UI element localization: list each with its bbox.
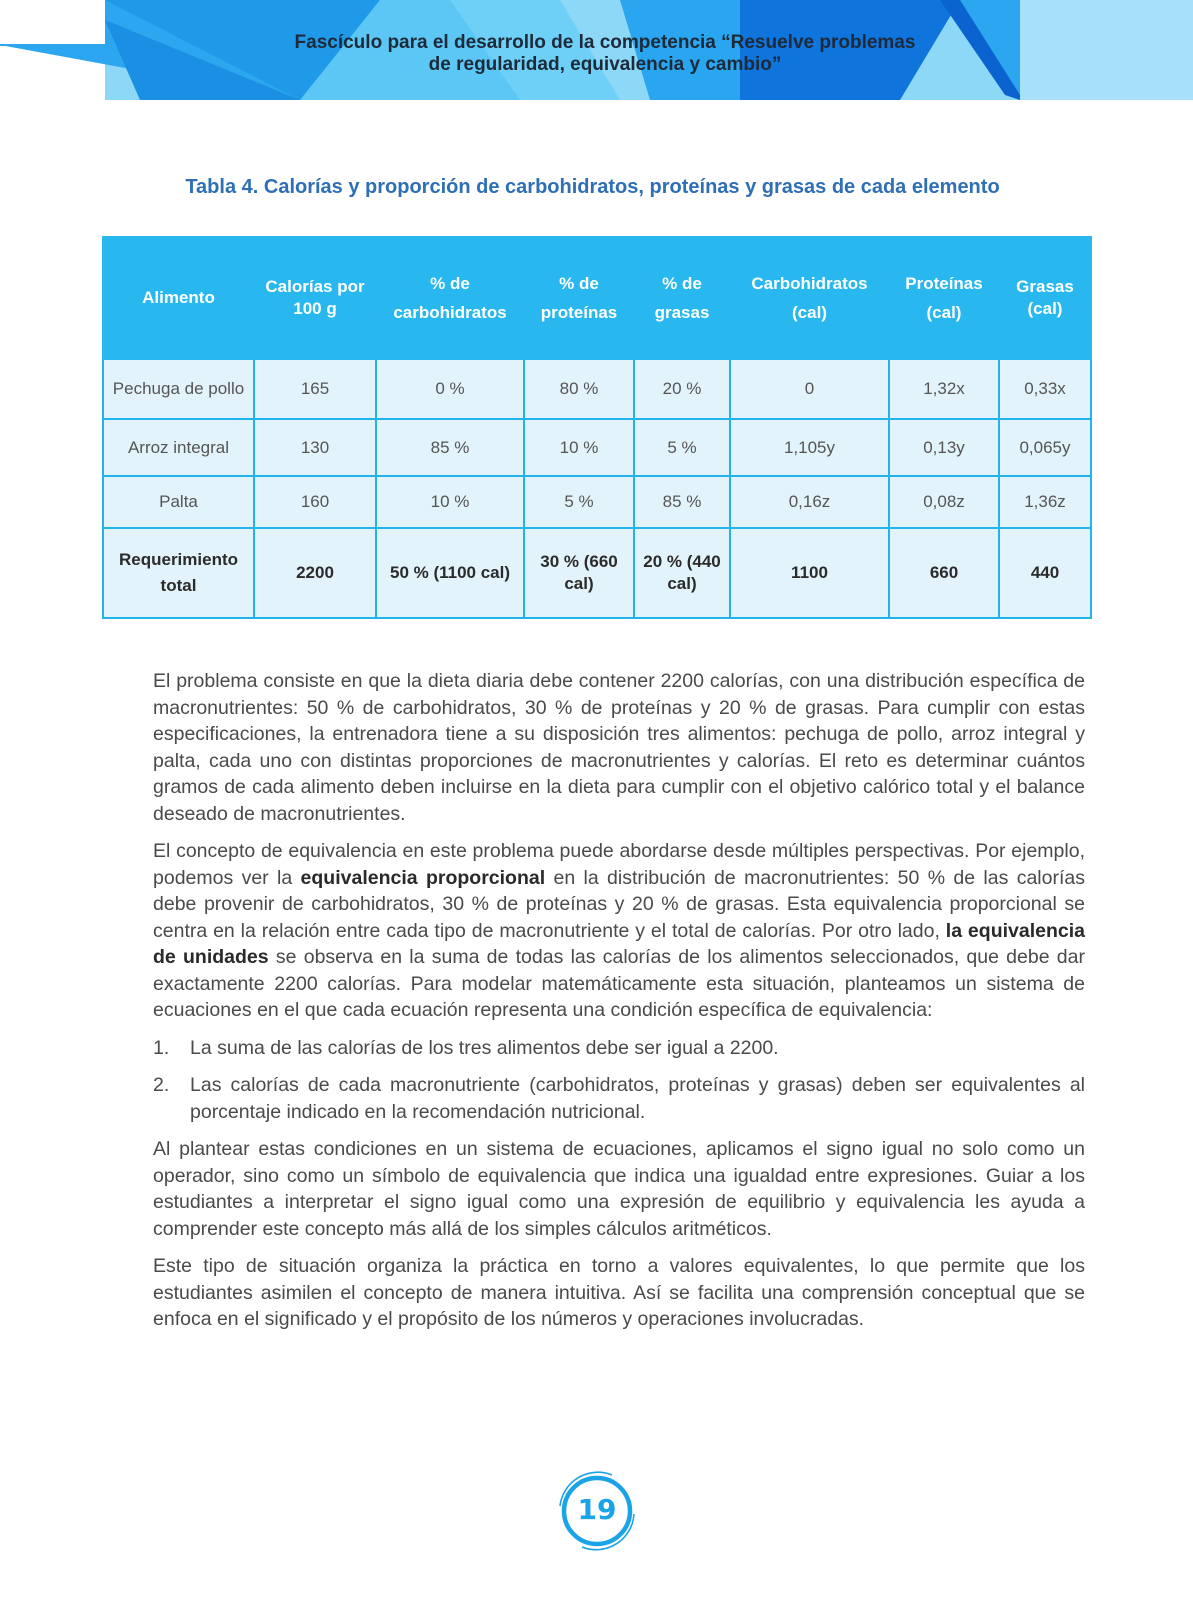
table-cell: 30 % (660 cal): [524, 528, 634, 618]
paragraph-2-text: El concepto de equivalencia en este problema puede abordarse desde múltiples perspectivas. Por ejemplo, podemos ver la: [153, 840, 1085, 889]
table-cell: 5 %: [524, 476, 634, 528]
table-cell: 0,33x: [999, 359, 1091, 419]
table-cell: 50 % (1100 cal): [376, 528, 524, 618]
table-cell: 130: [254, 419, 376, 476]
table-cell: 1100: [730, 528, 889, 618]
table-row: [103, 359, 1091, 419]
table-cell: 85 %: [634, 476, 730, 528]
table-cell: 160: [254, 476, 376, 528]
table-cell: 1,32x: [889, 359, 999, 419]
nutrition-table: [102, 236, 1092, 619]
list-item: [153, 1072, 1085, 1125]
conditions-list: [153, 1035, 1085, 1126]
paragraph-2-text: en la distribución de macronutrientes: 50 % de las calorías debe provenir de carbohidratos, 30 % de proteínas y 20 % de grasas. Esta equivalencia proporcional se centra en la relación entre cada tipo de macronutriente y el total de calorías. Por otro lado,: [153, 866, 1085, 942]
table-cell: 1,105y: [730, 419, 889, 476]
table-cell: 10 %: [524, 419, 634, 476]
body-text: [153, 668, 1085, 1344]
header-cell-grasas-cal: Grasas (cal): [999, 237, 1091, 359]
table-cell: Arroz integral: [103, 419, 254, 476]
table-total-row: [103, 528, 1091, 618]
header-cell-calorias: Calorías por 100 g: [254, 237, 376, 359]
header-cell-carbohidratos-cal: Carbohidratos (cal): [730, 237, 889, 359]
paragraph-3: Al plantear estas condiciones en un sistema de ecuaciones, aplicamos el signo igual no solo como un operador, sino como un símbolo de equivalencia que indica una igualdad entre expresiones. Guiar a los estudiantes a interpretar el signo igual como una expresión de equilibrio y equivalencia les ayuda a comprender este concepto más allá de los simples cálculos aritméticos.: [153, 1138, 1085, 1240]
list-item-text: Las calorías de cada macronutriente (carbohidratos, proteínas y grasas) deben ser equivalentes al porcentaje indicado en la recomendación nutricional.: [190, 1074, 1085, 1123]
table-caption: Tabla 4. Calorías y proporción de carbohidratos, proteínas y grasas de cada elemento: [185, 176, 1000, 198]
list-item: [153, 1035, 1085, 1062]
page-number-badge: [552, 1466, 642, 1556]
table-cell: 0,13y: [889, 419, 999, 476]
table-cell: 165: [254, 359, 376, 419]
table-cell: 85 %: [376, 419, 524, 476]
list-item-number: 1.: [153, 1036, 170, 1059]
table-row: [103, 419, 1091, 476]
header-title-line-1: Fascículo para el desarrollo de la competencia “Resuelve problemas: [294, 32, 916, 53]
list-item-text: La suma de las calorías de los tres alimentos debe ser igual a 2200.: [190, 1036, 779, 1059]
table-cell: 10 %: [376, 476, 524, 528]
table-cell: 2200: [254, 528, 376, 618]
paragraph-2-text: se observa en la suma de todas las calorías de los alimentos seleccionados, que debe dar exactamente 2200 calorías. Para modelar matemáticamente esta situación, planteamos un sistema de ecuaciones en el que cada ecuación representa una condición específica de equivalencia:: [153, 946, 1085, 1021]
bold-term-equivalencia-unidades: la equivalencia de unidades: [153, 919, 1085, 968]
nutrition-table-container: [102, 236, 1090, 619]
paragraph-1: El problema consiste en que la dieta diaria debe contener 2200 calorías, con una distribución específica de macronutrientes: 50 % de carbohidratos, 30 % de proteínas y 20 % de grasas. Para cumplir con estas especificaciones, la entrenadora tiene a su disposición tres alimentos: pechuga de pollo, arroz integral y palta, cada uno con distintas proporciones de macronutrientes y calorías. El reto es determinar cuántos gramos de cada alimento deben incluirse en la dieta para cumplir con el objetivo calórico total y el balance deseado de macronutrientes.: [153, 670, 1085, 825]
table-cell: 0,16z: [730, 476, 889, 528]
table-cell: 0,065y: [999, 419, 1091, 476]
table-cell: 0: [730, 359, 889, 419]
table-row: [103, 476, 1091, 528]
list-item-number: 2.: [153, 1074, 170, 1096]
table-cell: 20 %: [634, 359, 730, 419]
page-number: 19: [577, 1493, 617, 1526]
table-cell: 0 %: [376, 359, 524, 419]
header-cell-pct-grasas: % de grasas: [634, 237, 730, 359]
page-header: [0, 0, 1193, 100]
table-cell: 660: [889, 528, 999, 618]
header-cell-alimento: Alimento: [103, 237, 254, 359]
bold-term-equivalencia-proporcional: equivalencia proporcional: [300, 866, 546, 889]
table-cell: Palta: [103, 476, 254, 528]
table-cell: 1,36z: [999, 476, 1091, 528]
header-cell-proteinas-cal: Proteínas (cal): [889, 237, 999, 359]
header-title: [160, 32, 1050, 76]
table-cell: 80 %: [524, 359, 634, 419]
header-cell-pct-proteinas: % de proteínas: [524, 237, 634, 359]
table-cell: Requerimiento total: [103, 528, 254, 618]
header-cell-pct-carbohidratos: % de carbohidratos: [376, 237, 524, 359]
paragraph-2: [153, 838, 1085, 1024]
table-cell: 440: [999, 528, 1091, 618]
table-cell: Pechuga de pollo: [103, 359, 254, 419]
table-header-row: [103, 237, 1091, 359]
table-cell: 0,08z: [889, 476, 999, 528]
paragraph-4: Este tipo de situación organiza la práctica en torno a valores equivalentes, lo que permite que los estudiantes asimilen el concepto de manera intuitiva. Así se facilita una comprensión conceptual que se enfoca en el significado y el propósito de los números y operaciones involucradas.: [153, 1255, 1085, 1330]
header-title-line-2: de regularidad, equivalencia y cambio”: [428, 54, 782, 75]
table-cell: 20 % (440 cal): [634, 528, 730, 618]
table-cell: 5 %: [634, 419, 730, 476]
